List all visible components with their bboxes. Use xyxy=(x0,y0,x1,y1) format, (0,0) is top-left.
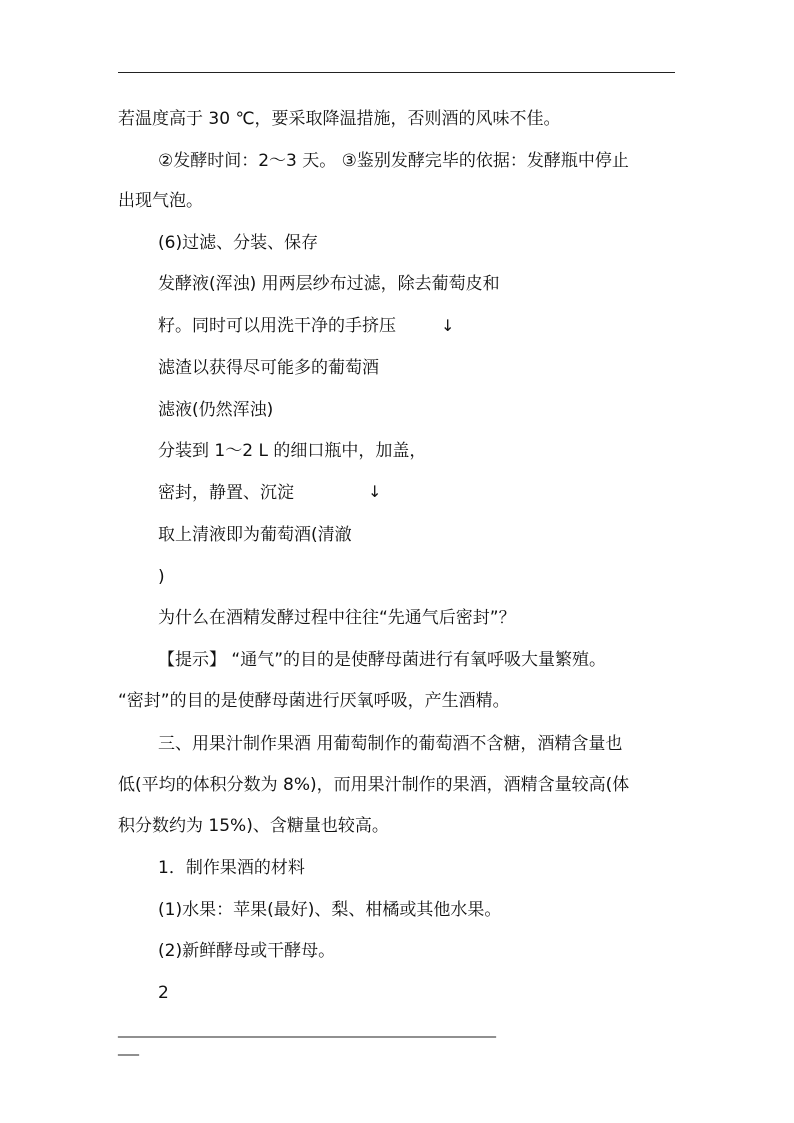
text-line: 低(平均的体积分数为 8%)，而用果汁制作的果酒，酒精含量较高(体 xyxy=(118,775,630,795)
text-line: 积分数约为 15%)、含糖量也较高。 xyxy=(118,816,389,836)
answer-blank-line: ___ xyxy=(118,1040,139,1056)
text-line: 【提示】 “通气”的目的是使酵母菌进行有氧呼吸大量繁殖。 xyxy=(158,650,607,670)
text-line: ) xyxy=(158,567,165,587)
text-line: 若温度高于 30 ℃，要采取降温措施，否则酒的风味不佳。 xyxy=(118,109,561,129)
text-line: 三、用果汁制作果酒 用葡萄制作的葡萄酒不含糖，酒精含量也 xyxy=(158,734,623,754)
text-line: ②发酵时间：2～3 天。 ③鉴别发酵完毕的依据：发酵瓶中停止 xyxy=(158,151,629,171)
text-line: 2 xyxy=(158,983,169,1003)
text-line: 取上清液即为葡萄酒(清澈 xyxy=(158,525,352,545)
header-rule xyxy=(118,72,675,73)
text-line: 发酵液(浑浊) 用两层纱布过滤，除去葡萄皮和 xyxy=(158,274,500,294)
text-line: 1．制作果酒的材料 xyxy=(158,858,305,878)
text-line: (6)过滤、分装、保存 xyxy=(158,233,319,253)
text-line: (2)新鲜酵母或干酵母。 xyxy=(158,941,336,961)
text-line: 滤液(仍然浑浊) xyxy=(158,400,274,420)
answer-blank-line: ______________________________________________________ xyxy=(118,1022,496,1038)
text-line: 分装到 1～2 L 的细口瓶中，加盖， xyxy=(158,441,427,461)
text-line: 为什么在酒精发酵过程中往往“先通气后密封”？ xyxy=(158,608,516,628)
down-arrow-icon: ↓ xyxy=(368,482,382,501)
text-line: 滤渣以获得尽可能多的葡萄酒 xyxy=(158,358,379,378)
text-line: “密封”的目的是使酵母菌进行厌氧呼吸，产生酒精。 xyxy=(118,691,510,711)
text-line: (1)水果：苹果(最好)、梨、柑橘或其他水果。 xyxy=(158,900,502,920)
text-line: 出现气泡。 xyxy=(118,191,203,211)
text-line: 密封，静置、沉淀 xyxy=(158,483,294,503)
text-line: 籽。同时可以用洗干净的手挤压 xyxy=(158,316,396,336)
down-arrow-icon: ↓ xyxy=(441,316,455,335)
